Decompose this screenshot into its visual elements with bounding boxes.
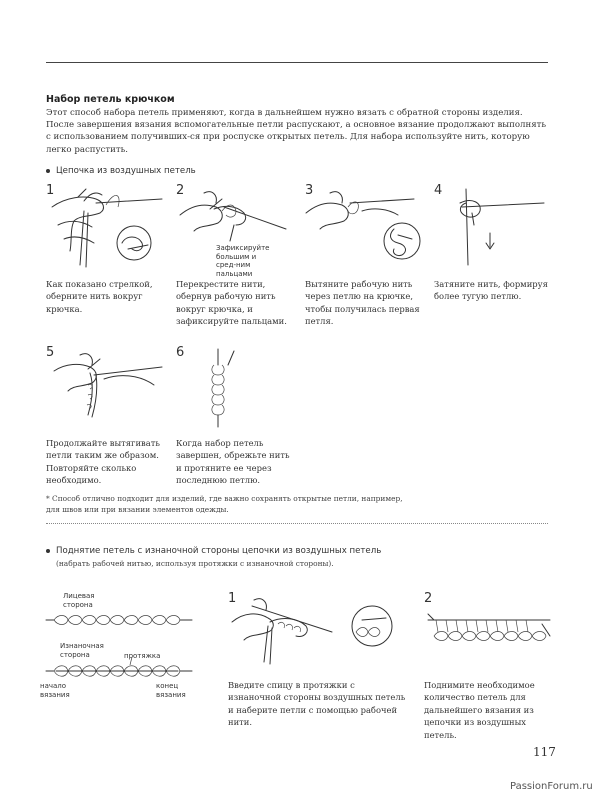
step-3-illustration bbox=[302, 185, 427, 275]
step-1-number: 1 bbox=[46, 183, 55, 198]
pickup-subheading: (набрать рабочей нитью, используя протяжки с изнаночной стороны). bbox=[56, 559, 334, 568]
step-6-number: 6 bbox=[176, 345, 185, 360]
front-chain-diagram bbox=[44, 612, 194, 628]
bullet-dot bbox=[46, 169, 50, 173]
section-divider bbox=[46, 523, 548, 524]
step-4-number: 4 bbox=[434, 183, 443, 198]
step-3-number: 3 bbox=[305, 183, 314, 198]
front-side-label: Лицевая сторона bbox=[63, 592, 95, 609]
step-6-caption: Когда набор петель завершен, обрежьте нить и протяните ее через последнюю петлю. bbox=[176, 438, 290, 486]
intro-paragraph: Этот способ набора петель применяют, когда в дальнейшем нужно вязать с обратной стороны изделия. После завершения вязания вспомогательные петли распускают, а основное вязание продолжают выполнять с использованием получивших-ся при роспуске открытых петель. Для набора используйте нить, которую легко распустить. bbox=[46, 108, 547, 155]
step-5-number: 5 bbox=[46, 345, 55, 360]
chain-heading-text: Цепочка из воздушных петель bbox=[56, 166, 196, 176]
step-3-caption: Вытяните рабочую нить через петлю на крючке, чтобы получилась первая петля. bbox=[305, 279, 420, 327]
step-4-caption: Затяните нить, формируя более тугую петлю. bbox=[434, 279, 548, 302]
pickup-step-1-caption: Введите спицу в протяжки с изнаночной стороны воздушных петель и наберите петли с помощью рабочей нити. bbox=[228, 680, 406, 728]
step-1-illustration bbox=[44, 185, 169, 275]
chain-heading bbox=[46, 166, 196, 176]
start-label: начало вязания bbox=[40, 682, 70, 699]
pickup-step-1-number: 1 bbox=[228, 591, 237, 606]
pickup-step-2-caption: Поднимите необходимое количество петель для дальнейшего вязания из цепочки из воздушных петель. bbox=[424, 680, 535, 740]
end-label: конец вязания bbox=[156, 682, 186, 699]
step-5-illustration bbox=[44, 345, 169, 433]
pickup-heading-text: Поднятие петель с изнаночной стороны цепочки из воздушных петель bbox=[56, 546, 382, 556]
step-2-caption: Перекрестите нити, обернув рабочую нить вокруг крючка, и зафиксируйте пальцами. bbox=[176, 279, 287, 327]
page-number: 117 bbox=[533, 745, 556, 759]
step-2-number: 2 bbox=[176, 183, 185, 198]
back-chain-diagram bbox=[44, 661, 194, 681]
step-6-illustration bbox=[190, 345, 250, 433]
step-5-caption: Продолжайте вытягивать петли таким же образом. Повторяйте сколько необходимо. bbox=[46, 438, 160, 486]
watermark: PassionForum.ru bbox=[510, 781, 593, 792]
pickup-heading bbox=[46, 546, 381, 556]
section-title: Набор петель крючком bbox=[46, 94, 175, 105]
top-rule bbox=[46, 62, 548, 63]
back-side-label: Изнаночная сторона bbox=[60, 642, 104, 659]
step-4-illustration bbox=[432, 185, 552, 275]
chain-note: * Способ отлично подходит для изделий, где важно сохранять открытые петли, например, для швов или при вязании элементов одежды. bbox=[46, 494, 403, 514]
step-1-caption: Как показано стрелкой, оберните нить вокруг крючка. bbox=[46, 279, 153, 314]
step-2-fix-label: Зафиксируйте большим и сред-ним пальцами bbox=[216, 244, 270, 278]
pickup-step-2-illustration bbox=[424, 612, 554, 652]
bullet-dot bbox=[46, 549, 50, 553]
bar-label: протяжка bbox=[124, 652, 161, 660]
pickup-step-1-illustration bbox=[222, 592, 402, 672]
pickup-step-2-number: 2 bbox=[424, 591, 433, 606]
